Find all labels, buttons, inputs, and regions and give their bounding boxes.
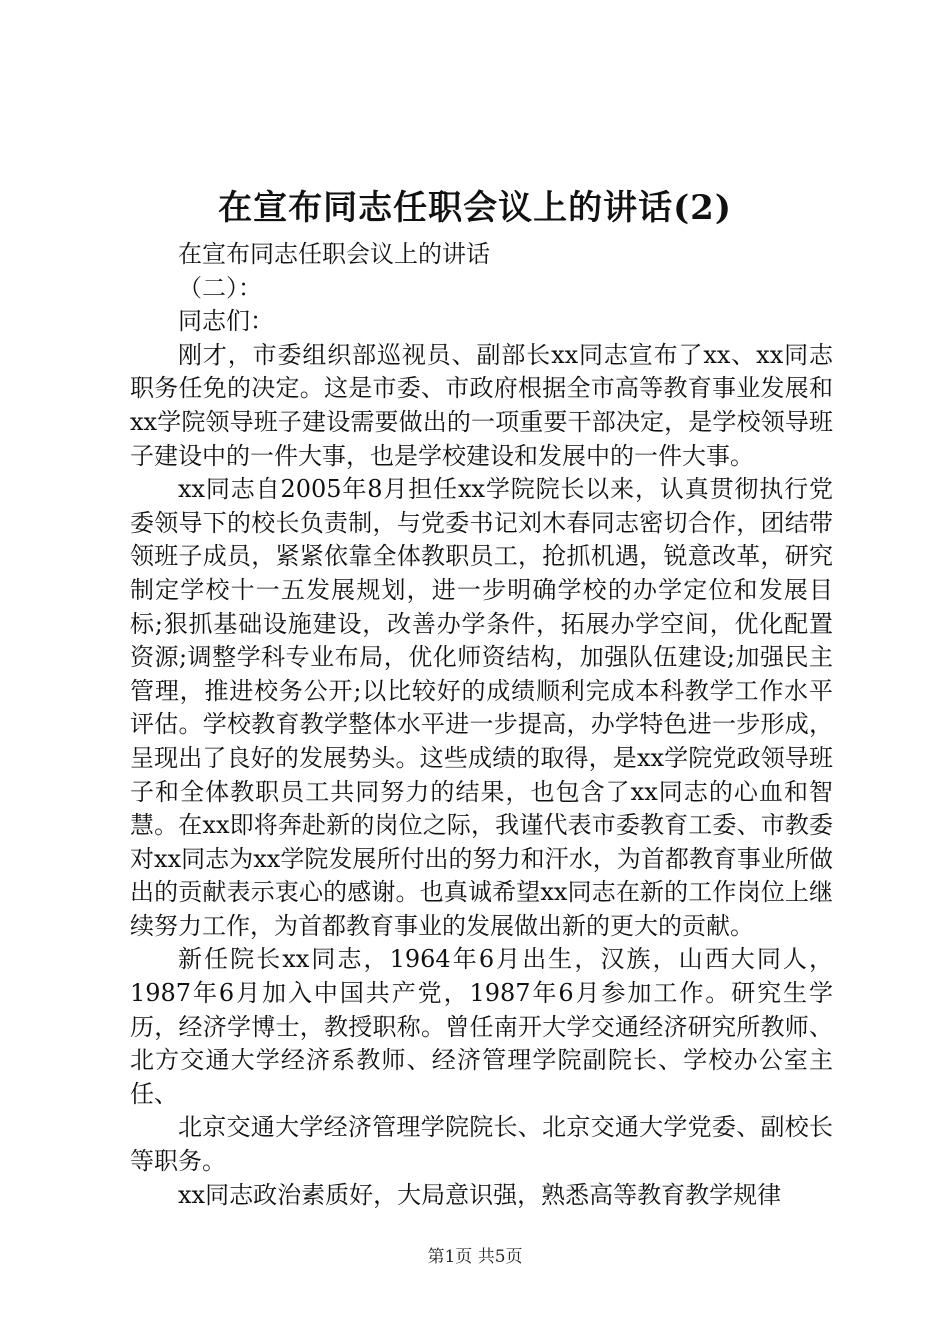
paragraph-achievements: xx同志自2005年8月担任xx学院院长以来，认真贯彻执行党委领导下的校长负责制，与党委书记刘木春同志密切合作，团结带领班子成员，紧紧依靠全体教职员工，抢抓机遇，锐意改革，研究制定学校十一五发展规划，进一步明确学校的办学定位和发展目标;狠抓基础设施建设，改善办学条件，拓展办学空间，优化配置资源;调整学科专业布局，优化师资结构，加强队伍建设;加强民主管理，推进校务公开;以比较好的成绩顺利完成本科教学工作水平评估。学校教育教学整体水平进一步提高，办学特色进一步形成，呈现出了良好的发展势头。这些成绩的取得，是xx学院党政领导班子和全体教职员工共同努力的结果，也包含了xx同志的心血和智慧。在xx即将奔赴新的岗位之际，我谨代表市委教育工委、市教委对xx同志为xx学院发展所付出的努力和汗水，为首都教育事业所做出的贡献表示衷心的感谢。也真诚希望xx同志在新的工作岗位上继续努力工作，为首都教育事业的发展做出新的更大的贡献。 [130,475,833,940]
paragraph-positions: 北京交通大学经济管理学院院长、北京交通大学党委、副校长等职务。 [130,1113,833,1176]
paragraph-part-number: （二）： [178,273,262,302]
paragraph-subtitle: 在宣布同志任职会议上的讲话 [178,240,490,268]
page-number-footer: 第1页 共5页 [427,1247,523,1267]
document-body [130,238,833,1212]
document-title: 在宣布同志任职会议上的讲话(2) [218,188,732,228]
paragraph-salutation: 同志们： [178,307,274,336]
paragraph-new-president: 新任院长xx同志，1964年6月出生，汉族，山西大同人，1987年6月加入中国共产党，1987年6月参加工作。研究生学历，经济学博士，教授职称。曾任南开大学交通经济研究所教师、北方交通大学经济系教师、经济管理学院副院长、学校办公室主任、 [130,945,833,1108]
paragraph-announcement: 刚才，市委组织部巡视员、副部长xx同志宣布了xx、xx同志职务任免的决定。这是市委、市政府根据全市高等教育事业发展和xx学院领导班子建设需要做出的一项重要干部决定，是学校领导班子建设中的一件大事，也是学校建设和发展中的一件大事。 [130,340,833,470]
paragraph-qualities: xx同志政治素质好，大局意识强，熟悉高等教育教学规律 [178,1180,782,1209]
